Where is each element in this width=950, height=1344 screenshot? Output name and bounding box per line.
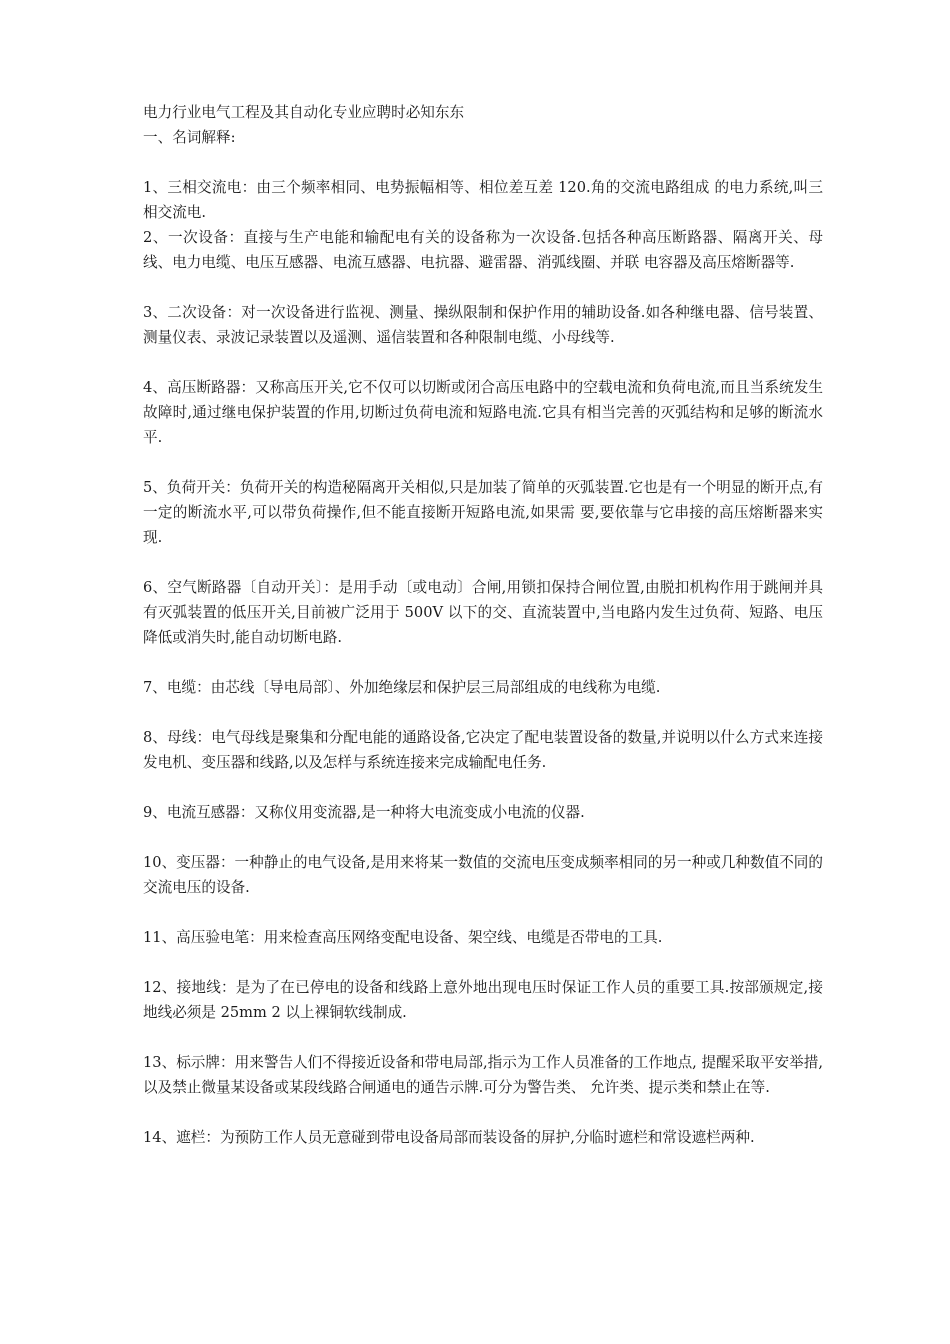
term-paragraph: 6、空气断路器〔自动开关〕：是用手动〔或电动〕合闸,用锁扣保持合闸位置,由脱扣机构作用于跳闸并具有灭弧装置的低压开关,目前被广泛用于 500V 以下的交、直流装置中,当电路内发生过负荷、短路、电压降低或消失时,能自动切断电路. bbox=[143, 579, 823, 646]
term-paragraph: 2、一次设备：直接与生产电能和输配电有关的设备称为一次设备.包括各种高压断路器、隔离开关、母线、电力电缆、电压互感器、电流互感器、电抗器、避雷器、消弧线圈、并联 电容器及高压熔断器等. bbox=[143, 229, 823, 271]
term-paragraph: 11、高压验电笔：用来检查高压网络变配电设备、架空线、电缆是否带电的工具. bbox=[143, 929, 663, 946]
term-paragraph: 13、标示牌：用来警告人们不得接近设备和带电局部,指示为工作人员准备的工作地点, 提醒采取平安举措,以及禁止微量某设备或某段线路合闸通电的通告示牌.可分为警告类、 允许类、提示类和禁止在等. bbox=[143, 1054, 823, 1096]
term-paragraph: 3、二次设备：对一次设备进行监视、测量、操纵限制和保护作用的辅助设备.如各种继电器、信号装置、测量仪表、录波记录装置以及遥测、遥信装置和各种限制电缆、小母线等. bbox=[143, 304, 823, 346]
term-paragraph: 7、电缆：由芯线〔导电局部〕、外加绝缘层和保护层三局部组成的电线称为电缆. bbox=[143, 679, 661, 696]
term-paragraph: 9、电流互感器：又称仪用变流器,是一种将大电流变成小电流的仪器. bbox=[143, 804, 585, 821]
term-paragraph: 10、变压器：一种静止的电气设备,是用来将某一数值的交流电压变成频率相同的另一种或几种数值不同的交流电压的设备. bbox=[143, 854, 823, 896]
term-paragraph: 1、三相交流电：由三个频率相同、电势振幅相等、相位差互差 120.角的交流电路组成 的电力系统,叫三相交流电. bbox=[143, 179, 823, 221]
term-paragraph: 12、接地线：是为了在已停电的设备和线路上意外地出现电压时保证工作人员的重要工具.按部颁规定,接地线必须是 25mm 2 以上裸铜软线制成. bbox=[143, 979, 823, 1021]
term-paragraph: 14、遮栏：为预防工作人员无意碰到带电设备局部而装设备的屏护,分临时遮栏和常设遮栏两种. bbox=[143, 1129, 755, 1146]
document-title: 电力行业电气工程及其自动化专业应聘时必知东东 bbox=[143, 104, 465, 121]
term-paragraph: 8、母线：电气母线是聚集和分配电能的通路设备,它决定了配电装置设备的数量,并说明以什么方式来连接发电机、变压器和线路,以及怎样与系统连接来完成输配电任务. bbox=[143, 729, 823, 771]
section-heading: 一、名词解释: bbox=[143, 129, 236, 146]
term-paragraph: 5、负荷开关：负荷开关的构造秘隔离开关相似,只是加装了简单的灭弧装置.它也是有一个明显的断开点,有一定的断流水平,可以带负荷操作,但不能直接断开短路电流,如果需 要,要依靠与它串接的高压熔断器来实现. bbox=[143, 479, 823, 546]
term-paragraph: 4、高压断路器：又称高压开关,它不仅可以切断或闭合高压电路中的空载电流和负荷电流,而且当系统发生故障时,通过继电保护装置的作用,切断过负荷电流和短路电流.它具有相当完善的灭弧结构和足够的断流水平. bbox=[143, 379, 823, 446]
document-body bbox=[143, 100, 823, 1175]
